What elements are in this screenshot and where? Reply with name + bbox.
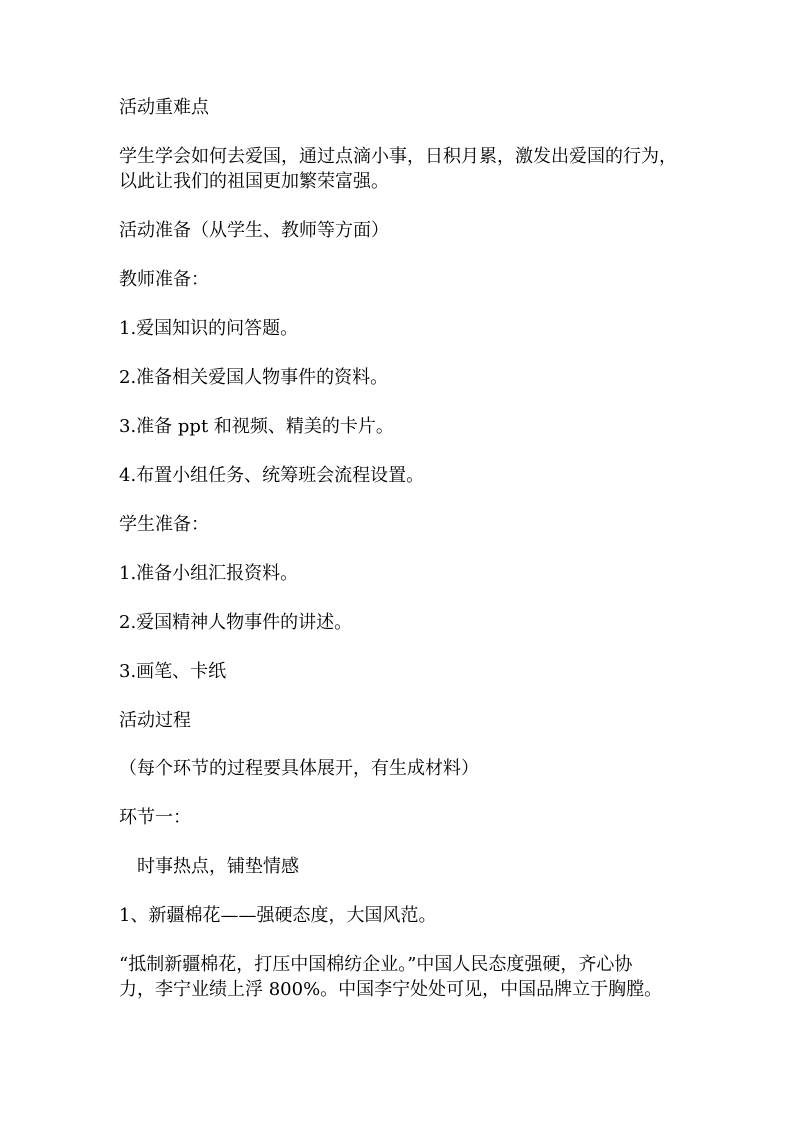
list-item: 3.准备 ppt 和视频、精美的卡片。	[119, 416, 394, 437]
section-label: 环节一：	[119, 807, 191, 828]
heading-preparation: 活动准备（从学生、教师等方面）	[119, 220, 389, 241]
list-item: 1.爱国知识的问答题。	[119, 318, 299, 339]
paragraph-line: 以此让我们的祖国更加繁荣富强。	[119, 171, 389, 192]
list-item: 3.画笔、卡纸	[119, 661, 227, 682]
paragraph-line: 力，李宁业绩上浮 800%。中国李宁处处可见，中国品牌立于胸膛。	[119, 979, 663, 1000]
heading-process: 活动过程	[119, 710, 191, 731]
paragraph-note: （每个环节的过程要具体展开，有生成材料）	[119, 758, 479, 779]
heading-key-points: 活动重难点	[119, 97, 209, 118]
section-subtitle: 时事热点，铺垫情感	[137, 856, 299, 877]
list-item: 2.爱国精神人物事件的讲述。	[119, 612, 353, 633]
list-item: 2.准备相关爱国人物事件的资料。	[119, 367, 389, 388]
subheading-teacher-prep: 教师准备：	[119, 269, 209, 290]
paragraph-line: 学生学会如何去爱国，通过点滴小事，日积月累，激发出爱国的行为，	[119, 146, 677, 167]
paragraph-line: 1、新疆棉花——强硬态度，大国风范。	[119, 905, 437, 926]
paragraph-line: “抵制新疆棉花，打压中国棉纺企业。”中国人民态度强硬，齐心协	[119, 954, 633, 975]
subheading-student-prep: 学生准备：	[119, 514, 209, 535]
list-item: 1.准备小组汇报资料。	[119, 563, 299, 584]
list-item: 4.布置小组任务、统筹班会流程设置。	[119, 465, 425, 486]
